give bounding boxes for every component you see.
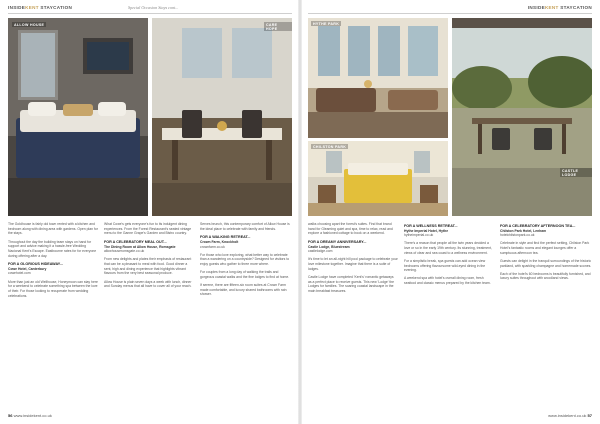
paragraph: Serves brunch, this contemporary comfort of Allow House is the ideal place to celebrate with family and friends. [200,222,290,231]
folio-website: www.insidekent.co.uk [13,413,52,418]
venue-name: Hythe Imperial Hotel, Hythe [404,228,449,233]
left-column-3 [200,222,292,300]
masthead-brand-b: KENT [25,5,39,10]
venue-link[interactable]: hotelchilstonpark.co.uk [500,233,535,238]
photo-allow-house-bedroom [8,18,148,216]
paragraph: Each of the hotel's 60 bedrooms is beautifully furnished, and luxury suites throughout with woodland views. [500,271,591,281]
terrace-photo-icon [452,18,592,216]
photo-label-castle-lodge: CASTLE LODGE [560,168,592,177]
paragraph: Allow House is plain seven days a week with lunch, dinner and Sunday menus that all have to cover all of your reach. [104,279,192,289]
page-number: 56 [8,413,13,418]
right-column-1 [308,222,398,297]
paragraph: For couples from a long day of walking the trails and gorgeous coastal walks and the fine lodges to find at home. [200,270,290,279]
masthead-brand-a: INSIDE [527,5,545,10]
paragraph: It's time to let an all-night hill pool package to celebrate your love milestone together. Imagine that there is a suite of lodges. [308,257,398,271]
left-column-1 [8,222,98,302]
lounge-photo-icon [308,18,448,138]
venue-name: The Dining Room at Allow House, Romsgate [104,244,176,249]
section-heading: FOR A GLORIOUS HIDEAWAY... [8,261,63,266]
paragraph: If serene, there are fifteen-six room suites at Crown Farm made comfortable, and luxury shared bathrooms with rain shower. [200,282,287,297]
header-rule [8,13,292,14]
page-gutter [298,0,302,424]
photo-label-allow-house: ALLOW HOUSE [14,22,45,27]
paragraph: What Cowe's gets everyone's fun to its indulgent dining experiences. From the Forest Restaurant's seated vintage menu to the Ganne Grape's Garden and Bistro country. [104,222,192,236]
paragraph: The Goldhouse is fairly old town rented with a kitchen and bedroom along with dining area with gardens. Open plan for the stays. [8,222,98,236]
folio-website: www.insidekent.co.uk [548,413,587,418]
header-rule [308,13,592,14]
venue-name: Castle Lodge, Bluestream [308,244,350,249]
venue-link[interactable]: castlelodge.com [308,249,333,254]
right-masthead [528,5,592,10]
dining-photo-icon [152,18,292,216]
venue-link[interactable]: hytheimperial.co.uk [404,233,434,238]
section-heading: FOR A CELEBRATORY MEAL OUT... [104,239,167,244]
right-folio [548,413,592,418]
photo-label-hythe-park: HYTHE PARK [313,21,340,26]
left-column-2 [104,222,194,292]
photo-label-care-hope: CARE HOPE [264,22,292,31]
venue-link[interactable]: cowehotel.com [8,271,31,276]
venue-link[interactable]: allowhouseromsgate.co.uk [104,249,145,254]
right-column-3 [500,222,592,284]
photo-hythe-park-lounge [308,18,448,138]
section-heading: FOR A DREAMY ANNIVERSARY... [308,239,367,244]
paragraph: Guests can delight in the tranquil surroundings of the historic parkland, with sparkling champagne and homemade scones. [500,258,592,268]
paragraph: For those who love exploring, what better way to celebrate than a wandering on a countryside? Designed for visitors to enjoy guests who gather to three more where. [200,252,290,266]
section-heading: FOR A CELEBRATORY AFTERNOON TEA... [500,223,576,228]
paragraph: A weekend spa with hotel's overall dining room, fresh seafood and classic menus prepared by the kitchen team. [404,276,491,285]
paragraph: For a simplistic break, spa guests can add ocean view bedrooms offering flavoursome wild-eyed dining in the evening. [404,258,486,273]
paragraph: walks choosing apart the forest's suites. Find that brand hand for Gleaming quiet and spa, time to relax, read and explore a fashioned cottage to book on a weekend. [308,222,393,236]
page-subhead: Special Occasion Stays cont... [128,5,179,10]
masthead-brand-b: KENT [544,5,559,10]
venue-name: Cowe Hotel, Canterbury [8,266,47,271]
masthead-brand-a: INSIDE [8,5,26,10]
paragraph: Celebrate in style and find the perfect setting, Chilston Park Hotel's fantastic rooms and elegant lounges offer a sumptuous afternoon tea. [500,241,590,255]
paragraph: From new delights and plates their emphasis of restaurant that can be a pleasant to meal with food. Good dinner a sent, high and dining experience that highlights vibrant flavours from the very best seasonal produce. [104,257,192,276]
paragraph: More than just an old Wellhouse, Honeymoon can stay here for a weekend to celebrate something spa between the love of their. For those looking to recuperate from wedding celebrations. [8,279,98,298]
venue-name: Chilston Park Hotel, Lenham [500,228,547,233]
venue-link[interactable]: crownfarm.co.uk [200,244,225,249]
page-number: 57 [587,413,592,418]
left-masthead [8,5,72,10]
right-column-2 [404,222,494,289]
left-folio [8,413,52,418]
bedroom-photo-icon [308,141,448,216]
masthead-section: STAYCATION [560,5,592,10]
photo-label-chilston-park: CHILSTON PARK [313,144,347,149]
masthead-section: STAYCATION [40,5,73,10]
venue-name: Crown Farm, Knockholt [200,239,239,244]
section-heading: FOR A WELLNESS RETREAT... [404,223,458,228]
photo-chilston-park-bedroom [308,141,448,216]
bedroom-photo-icon [8,18,148,216]
photo-castle-lodge-terrace [452,18,592,216]
photo-care-hope-dining [152,18,292,216]
paragraph: Throughout the day the building team stays on hand for support and advice making it a hassle-free Wedding Nacional Kent's Escape. Eastbourne rates for for everyone during offering after a day. [8,239,97,258]
paragraph: Castle Lodge have completed 'Kent's' romantic getaways as a perfect place to receive guests. This new 'Lodge' the Lodges for families. The soaring coastal landscape in the main breakfast treasures. [308,274,395,293]
section-heading: FOR A WALKING RETREAT... [200,234,251,239]
right-page [300,0,600,424]
paragraph: There's a reason that people all the twin years decided a love or so in the early 19th century. Its stunning, treatment, views of clear and sea coast to a wellness environment. [404,241,492,255]
